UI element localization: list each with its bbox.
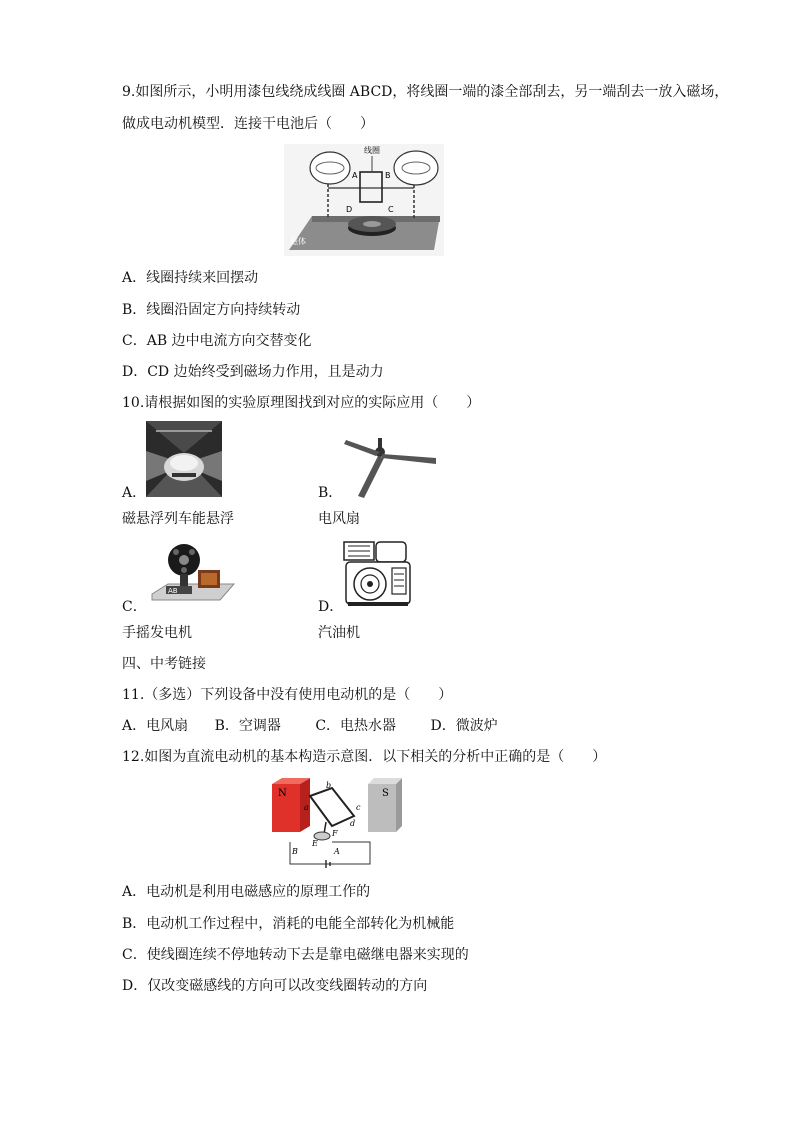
svg-text:AB: AB: [168, 587, 178, 595]
q12-label-b-brush: B: [292, 847, 298, 856]
section-4-title: 四、中考链接: [122, 656, 206, 672]
q10-letter-d: D．: [318, 599, 344, 615]
q10-stem: 10.请根据如图的实验原理图找到对应的实际应用（ ）: [122, 395, 481, 411]
q9-stem-line1: 9.如图所示，小明用漆包线绕成线圈 ABCD，将线圈一端的漆全部刮去，另一端刮去一放入磁场，: [122, 84, 729, 100]
q9-label-d: D: [346, 205, 353, 214]
q11-option-b: B．空调器: [214, 718, 281, 734]
q12-label-b-coil: b: [326, 781, 332, 790]
q9-option-b: B．线圈沿固定方向持续转动: [122, 302, 301, 318]
q9-label-magnet: 磁体: [290, 237, 306, 246]
q10-letter-c: C．: [122, 599, 147, 615]
q12-stem: 12.如图为直流电动机的基本构造示意图．以下相关的分析中正确的是（ ）: [122, 749, 607, 765]
q9-option-a: A．线圈持续来回摆动: [122, 270, 259, 286]
q12-label-e: E: [312, 839, 318, 848]
q9-figure: [284, 144, 444, 256]
q12-label-d-coil: d: [350, 819, 356, 828]
q12-option-a: A．电动机是利用电磁感应的原理工作的: [122, 884, 371, 900]
gasoline-engine-drawing: [340, 538, 416, 610]
q12-label-f: F: [332, 829, 338, 838]
q12-label-n: N: [278, 788, 287, 799]
q9-option-d: D．CD 边始终受到磁场力作用，且是动力: [122, 364, 384, 380]
q11-option-c: C．电热水器: [315, 718, 397, 734]
q9-option-c: C．AB 边中电流方向交替变化: [122, 333, 312, 349]
q12-label-a-brush: A: [334, 847, 340, 856]
q10-caption-b: 电风扇: [318, 511, 360, 527]
q12-option-c: C．使线圈连续不停地转动下去是靠电磁继电器来实现的: [122, 947, 469, 963]
q11-stem: 11.（多选）下列设备中没有使用电动机的是（ ）: [122, 687, 453, 703]
q12-option-d: D．仅改变磁感线的方向可以改变线圈转动的方向: [122, 978, 428, 994]
q9-stem-line2: 做成电动机模型．连接干电池后（ ）: [122, 116, 374, 132]
q10-letter-b: B．: [318, 485, 343, 501]
q11-options: [122, 716, 520, 736]
ceiling-fan-image: [342, 438, 438, 500]
q11-option-a: A．电风扇: [122, 718, 189, 734]
q12-label-c-coil: c: [356, 803, 361, 812]
q10-caption-d: 汽油机: [318, 625, 360, 641]
q9-label-coil: 线圈: [364, 146, 380, 155]
q10-caption-a: 磁悬浮列车能悬浮: [122, 511, 234, 527]
q9-label-a: A: [352, 171, 358, 180]
q10-caption-c: 手摇发电机: [122, 625, 192, 641]
q12-option-b: B．电动机工作过程中，消耗的电能全部转化为机械能: [122, 916, 455, 932]
q9-label-c: C: [388, 205, 394, 214]
hand-crank-generator-photo: [146, 538, 236, 606]
q9-label-b: B: [385, 171, 391, 180]
q12-label-a-coil: a: [304, 803, 309, 812]
q12-dc-motor-figure: [270, 776, 402, 868]
maglev-train-photo: [146, 421, 222, 497]
q10-letter-a: A．: [122, 485, 147, 501]
q12-label-s: S: [382, 788, 389, 799]
q11-option-d: D．微波炉: [430, 718, 498, 734]
